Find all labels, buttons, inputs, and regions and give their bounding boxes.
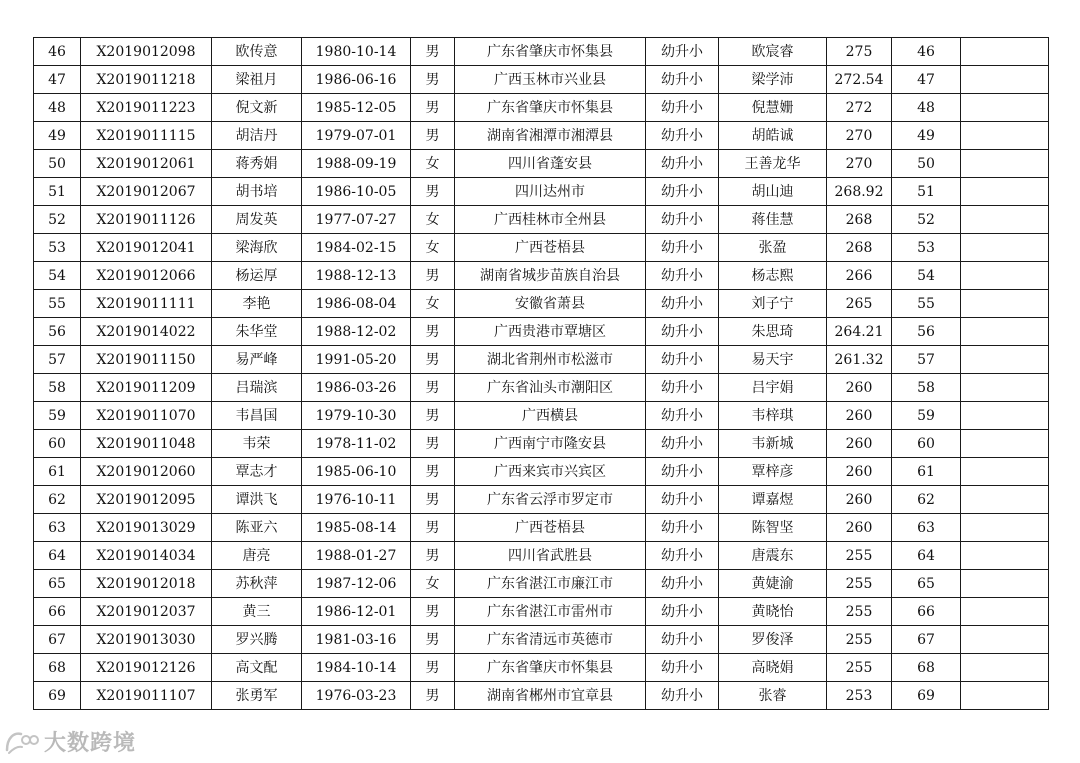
cell-birth-date: 1988-01-27: [302, 542, 411, 570]
cell-child-name: 黄婕渝: [719, 570, 827, 598]
cell-applicant-id: X2019013030: [81, 626, 212, 654]
cell-remark: [961, 206, 1049, 234]
cell-hometown: 广西苍梧县: [455, 514, 646, 542]
cell-parent-name: 倪文新: [212, 94, 302, 122]
cell-applicant-id: X2019011150: [81, 346, 212, 374]
table-row: [34, 486, 1049, 514]
cell-hometown: 四川省武胜县: [455, 542, 646, 570]
cell-child-name: 黄晓怡: [719, 598, 827, 626]
cell-rank: 62: [892, 486, 961, 514]
cell-index: 50: [34, 150, 81, 178]
cell-applicant-id: X2019011115: [81, 122, 212, 150]
cell-category: 幼升小: [646, 430, 719, 458]
cell-child-name: 梁学沛: [719, 66, 827, 94]
cell-score: 268.92: [827, 178, 892, 206]
cell-child-name: 张睿: [719, 682, 827, 710]
cell-rank: 64: [892, 542, 961, 570]
cell-applicant-id: X2019012067: [81, 178, 212, 206]
cell-birth-date: 1976-03-23: [302, 682, 411, 710]
cell-birth-date: 1985-12-05: [302, 94, 411, 122]
cell-applicant-id: X2019012037: [81, 598, 212, 626]
cell-score: 265: [827, 290, 892, 318]
cell-rank: 51: [892, 178, 961, 206]
cell-score: 260: [827, 514, 892, 542]
cell-applicant-id: X2019011111: [81, 290, 212, 318]
cell-parent-name: 苏秋萍: [212, 570, 302, 598]
table-row: [34, 66, 1049, 94]
cell-index: 46: [34, 38, 81, 66]
table-row: [34, 94, 1049, 122]
cell-child-name: 胡山迪: [719, 178, 827, 206]
cell-gender: 女: [411, 290, 455, 318]
cell-child-name: 罗俊泽: [719, 626, 827, 654]
cell-gender: 男: [411, 38, 455, 66]
cell-child-name: 唐震东: [719, 542, 827, 570]
table-row: [34, 346, 1049, 374]
cell-child-name: 刘子宁: [719, 290, 827, 318]
table-row: [34, 598, 1049, 626]
cell-gender: 男: [411, 178, 455, 206]
cell-gender: 男: [411, 346, 455, 374]
cell-applicant-id: X2019012098: [81, 38, 212, 66]
cell-index: 48: [34, 94, 81, 122]
cell-rank: 66: [892, 598, 961, 626]
cell-category: 幼升小: [646, 66, 719, 94]
cell-hometown: 广西横县: [455, 402, 646, 430]
cell-gender: 女: [411, 206, 455, 234]
cell-rank: 67: [892, 626, 961, 654]
cell-hometown: 湖南省郴州市宜章县: [455, 682, 646, 710]
cell-applicant-id: X2019011107: [81, 682, 212, 710]
cell-child-name: 高晓娟: [719, 654, 827, 682]
cell-parent-name: 欧传意: [212, 38, 302, 66]
cell-birth-date: 1986-12-01: [302, 598, 411, 626]
cell-parent-name: 杨运厚: [212, 262, 302, 290]
cell-category: 幼升小: [646, 150, 719, 178]
cell-child-name: 韦梓琪: [719, 402, 827, 430]
cell-index: 68: [34, 654, 81, 682]
cell-score: 268: [827, 234, 892, 262]
table-row: [34, 514, 1049, 542]
cell-rank: 59: [892, 402, 961, 430]
cell-score: 260: [827, 486, 892, 514]
cell-gender: 男: [411, 430, 455, 458]
cell-child-name: 朱思琦: [719, 318, 827, 346]
cell-gender: 男: [411, 598, 455, 626]
cell-gender: 男: [411, 318, 455, 346]
cell-index: 54: [34, 262, 81, 290]
cell-score: 272.54: [827, 66, 892, 94]
cell-applicant-id: X2019012066: [81, 262, 212, 290]
roster-table: [33, 37, 1049, 710]
cell-applicant-id: X2019012041: [81, 234, 212, 262]
cell-child-name: 易天宇: [719, 346, 827, 374]
cell-rank: 63: [892, 514, 961, 542]
table-row: [34, 38, 1049, 66]
table-row: [34, 122, 1049, 150]
cell-hometown: 广东省汕头市潮阳区: [455, 374, 646, 402]
cell-birth-date: 1976-10-11: [302, 486, 411, 514]
cell-score: 255: [827, 654, 892, 682]
cell-score: 260: [827, 458, 892, 486]
cell-rank: 49: [892, 122, 961, 150]
cell-birth-date: 1981-03-16: [302, 626, 411, 654]
cell-category: 幼升小: [646, 486, 719, 514]
cell-applicant-id: X2019011218: [81, 66, 212, 94]
cell-gender: 男: [411, 486, 455, 514]
cell-hometown: 广西贵港市覃塘区: [455, 318, 646, 346]
cell-applicant-id: X2019012095: [81, 486, 212, 514]
cell-child-name: 吕宇娟: [719, 374, 827, 402]
cell-index: 56: [34, 318, 81, 346]
cell-child-name: 覃梓彦: [719, 458, 827, 486]
cell-parent-name: 朱华堂: [212, 318, 302, 346]
cell-hometown: 广东省清远市英德市: [455, 626, 646, 654]
cell-index: 65: [34, 570, 81, 598]
cell-hometown: 广东省肇庆市怀集县: [455, 94, 646, 122]
cell-score: 275: [827, 38, 892, 66]
cell-remark: [961, 458, 1049, 486]
cell-child-name: 张盈: [719, 234, 827, 262]
cell-hometown: 广东省云浮市罗定市: [455, 486, 646, 514]
cell-category: 幼升小: [646, 122, 719, 150]
cell-birth-date: 1980-10-14: [302, 38, 411, 66]
cell-index: 59: [34, 402, 81, 430]
cell-remark: [961, 486, 1049, 514]
cell-hometown: 广西来宾市兴宾区: [455, 458, 646, 486]
cell-gender: 女: [411, 570, 455, 598]
cell-score: 260: [827, 402, 892, 430]
table-row: [34, 262, 1049, 290]
cell-birth-date: 1977-07-27: [302, 206, 411, 234]
cell-parent-name: 韦昌国: [212, 402, 302, 430]
cell-remark: [961, 290, 1049, 318]
cell-index: 63: [34, 514, 81, 542]
table-row: [34, 234, 1049, 262]
cell-remark: [961, 66, 1049, 94]
cell-index: 62: [34, 486, 81, 514]
cell-index: 69: [34, 682, 81, 710]
cell-rank: 46: [892, 38, 961, 66]
cell-hometown: 湖南省城步苗族自治县: [455, 262, 646, 290]
cell-remark: [961, 374, 1049, 402]
cell-birth-date: 1978-11-02: [302, 430, 411, 458]
cell-remark: [961, 626, 1049, 654]
cell-rank: 57: [892, 346, 961, 374]
cell-category: 幼升小: [646, 374, 719, 402]
cell-remark: [961, 318, 1049, 346]
cell-applicant-id: X2019012060: [81, 458, 212, 486]
cell-parent-name: 胡洁丹: [212, 122, 302, 150]
table-row: [34, 150, 1049, 178]
cell-child-name: 谭嘉煜: [719, 486, 827, 514]
cell-birth-date: 1986-10-05: [302, 178, 411, 206]
cell-remark: [961, 178, 1049, 206]
cell-rank: 60: [892, 430, 961, 458]
table-row: [34, 626, 1049, 654]
cell-category: 幼升小: [646, 262, 719, 290]
cell-score: 272: [827, 94, 892, 122]
cell-birth-date: 1987-12-06: [302, 570, 411, 598]
cell-hometown: 四川省蓬安县: [455, 150, 646, 178]
cell-index: 49: [34, 122, 81, 150]
cell-rank: 56: [892, 318, 961, 346]
cell-parent-name: 梁海欣: [212, 234, 302, 262]
cell-gender: 男: [411, 262, 455, 290]
table-row: [34, 402, 1049, 430]
cell-remark: [961, 570, 1049, 598]
table-row: [34, 570, 1049, 598]
table-row: [34, 290, 1049, 318]
cell-gender: 男: [411, 514, 455, 542]
cell-birth-date: 1986-03-26: [302, 374, 411, 402]
cell-score: 268: [827, 206, 892, 234]
cell-index: 51: [34, 178, 81, 206]
cell-score: 255: [827, 542, 892, 570]
cell-index: 58: [34, 374, 81, 402]
cell-category: 幼升小: [646, 346, 719, 374]
cell-index: 53: [34, 234, 81, 262]
cell-score: 270: [827, 150, 892, 178]
cell-remark: [961, 234, 1049, 262]
cell-hometown: 广西桂林市全州县: [455, 206, 646, 234]
watermark: [4, 726, 136, 757]
cell-index: 47: [34, 66, 81, 94]
cell-gender: 男: [411, 94, 455, 122]
cell-rank: 47: [892, 66, 961, 94]
cell-remark: [961, 262, 1049, 290]
cell-child-name: 杨志熙: [719, 262, 827, 290]
cell-child-name: 胡皓诚: [719, 122, 827, 150]
cell-child-name: 蒋佳慧: [719, 206, 827, 234]
cell-parent-name: 黄三: [212, 598, 302, 626]
cell-applicant-id: X2019014022: [81, 318, 212, 346]
cell-birth-date: 1984-02-15: [302, 234, 411, 262]
table-row: [34, 178, 1049, 206]
cell-parent-name: 谭洪飞: [212, 486, 302, 514]
cell-remark: [961, 402, 1049, 430]
cell-applicant-id: X2019012126: [81, 654, 212, 682]
cell-hometown: 广西苍梧县: [455, 234, 646, 262]
cell-score: 253: [827, 682, 892, 710]
cell-applicant-id: X2019012018: [81, 570, 212, 598]
cell-index: 61: [34, 458, 81, 486]
cell-parent-name: 周发英: [212, 206, 302, 234]
watermark-text: 大数跨境: [44, 731, 137, 756]
cell-parent-name: 易严峰: [212, 346, 302, 374]
cell-birth-date: 1985-08-14: [302, 514, 411, 542]
brand-logo-icon: [4, 728, 40, 756]
cell-hometown: 湖北省荆州市松滋市: [455, 346, 646, 374]
cell-gender: 男: [411, 542, 455, 570]
cell-parent-name: 李艳: [212, 290, 302, 318]
cell-category: 幼升小: [646, 234, 719, 262]
cell-parent-name: 唐亮: [212, 542, 302, 570]
cell-score: 260: [827, 374, 892, 402]
cell-parent-name: 罗兴腾: [212, 626, 302, 654]
cell-birth-date: 1986-06-16: [302, 66, 411, 94]
cell-score: 270: [827, 122, 892, 150]
cell-score: 260: [827, 430, 892, 458]
cell-hometown: 广东省肇庆市怀集县: [455, 654, 646, 682]
cell-birth-date: 1991-05-20: [302, 346, 411, 374]
cell-child-name: 王善龙华: [719, 150, 827, 178]
cell-remark: [961, 542, 1049, 570]
cell-remark: [961, 514, 1049, 542]
cell-hometown: 安徽省萧县: [455, 290, 646, 318]
cell-remark: [961, 346, 1049, 374]
cell-parent-name: 蒋秀娟: [212, 150, 302, 178]
cell-rank: 54: [892, 262, 961, 290]
cell-remark: [961, 654, 1049, 682]
cell-score: 255: [827, 598, 892, 626]
cell-child-name: 倪慧姗: [719, 94, 827, 122]
cell-score: 264.21: [827, 318, 892, 346]
cell-child-name: 韦新城: [719, 430, 827, 458]
cell-rank: 48: [892, 94, 961, 122]
cell-category: 幼升小: [646, 682, 719, 710]
cell-remark: [961, 682, 1049, 710]
cell-index: 67: [34, 626, 81, 654]
cell-index: 60: [34, 430, 81, 458]
cell-hometown: 广西玉林市兴业县: [455, 66, 646, 94]
cell-rank: 58: [892, 374, 961, 402]
cell-gender: 男: [411, 458, 455, 486]
cell-hometown: 广东省肇庆市怀集县: [455, 38, 646, 66]
cell-applicant-id: X2019011070: [81, 402, 212, 430]
cell-hometown: 广西南宁市隆安县: [455, 430, 646, 458]
table-row: [34, 682, 1049, 710]
cell-index: 64: [34, 542, 81, 570]
cell-score: 255: [827, 570, 892, 598]
cell-hometown: 湖南省湘潭市湘潭县: [455, 122, 646, 150]
cell-applicant-id: X2019011126: [81, 206, 212, 234]
cell-gender: 男: [411, 374, 455, 402]
table-row: [34, 430, 1049, 458]
cell-remark: [961, 94, 1049, 122]
cell-score: 255: [827, 626, 892, 654]
cell-hometown: 广东省湛江市雷州市: [455, 598, 646, 626]
cell-parent-name: 胡书培: [212, 178, 302, 206]
table-row: [34, 654, 1049, 682]
cell-hometown: 广东省湛江市廉江市: [455, 570, 646, 598]
cell-category: 幼升小: [646, 514, 719, 542]
cell-remark: [961, 430, 1049, 458]
cell-birth-date: 1985-06-10: [302, 458, 411, 486]
cell-remark: [961, 598, 1049, 626]
cell-rank: 50: [892, 150, 961, 178]
cell-gender: 男: [411, 626, 455, 654]
cell-category: 幼升小: [646, 94, 719, 122]
table-row: [34, 206, 1049, 234]
cell-parent-name: 韦荣: [212, 430, 302, 458]
cell-birth-date: 1986-08-04: [302, 290, 411, 318]
table-row: [34, 318, 1049, 346]
cell-hometown: 四川达州市: [455, 178, 646, 206]
table-row: [34, 542, 1049, 570]
cell-applicant-id: X2019012061: [81, 150, 212, 178]
cell-parent-name: 梁祖月: [212, 66, 302, 94]
cell-gender: 女: [411, 234, 455, 262]
cell-parent-name: 张勇军: [212, 682, 302, 710]
cell-birth-date: 1979-10-30: [302, 402, 411, 430]
cell-gender: 男: [411, 682, 455, 710]
cell-rank: 68: [892, 654, 961, 682]
cell-category: 幼升小: [646, 570, 719, 598]
cell-parent-name: 覃志才: [212, 458, 302, 486]
cell-rank: 61: [892, 458, 961, 486]
cell-gender: 男: [411, 654, 455, 682]
cell-category: 幼升小: [646, 178, 719, 206]
cell-category: 幼升小: [646, 206, 719, 234]
cell-index: 57: [34, 346, 81, 374]
cell-index: 52: [34, 206, 81, 234]
cell-birth-date: 1988-12-13: [302, 262, 411, 290]
roster-body: [34, 38, 1049, 710]
cell-birth-date: 1979-07-01: [302, 122, 411, 150]
cell-index: 55: [34, 290, 81, 318]
cell-parent-name: 陈亚六: [212, 514, 302, 542]
cell-applicant-id: X2019011209: [81, 374, 212, 402]
cell-category: 幼升小: [646, 626, 719, 654]
cell-category: 幼升小: [646, 542, 719, 570]
cell-applicant-id: X2019011223: [81, 94, 212, 122]
cell-remark: [961, 38, 1049, 66]
cell-rank: 52: [892, 206, 961, 234]
cell-parent-name: 吕瑞滨: [212, 374, 302, 402]
cell-gender: 男: [411, 402, 455, 430]
cell-rank: 55: [892, 290, 961, 318]
table-row: [34, 458, 1049, 486]
cell-gender: 男: [411, 122, 455, 150]
cell-category: 幼升小: [646, 458, 719, 486]
cell-birth-date: 1988-12-02: [302, 318, 411, 346]
cell-category: 幼升小: [646, 654, 719, 682]
cell-category: 幼升小: [646, 402, 719, 430]
cell-score: 261.32: [827, 346, 892, 374]
cell-applicant-id: X2019011048: [81, 430, 212, 458]
cell-applicant-id: X2019013029: [81, 514, 212, 542]
cell-rank: 53: [892, 234, 961, 262]
cell-score: 266: [827, 262, 892, 290]
cell-category: 幼升小: [646, 318, 719, 346]
cell-remark: [961, 150, 1049, 178]
cell-category: 幼升小: [646, 598, 719, 626]
cell-child-name: 陈智坚: [719, 514, 827, 542]
cell-remark: [961, 122, 1049, 150]
cell-category: 幼升小: [646, 38, 719, 66]
cell-child-name: 欧宸睿: [719, 38, 827, 66]
table-row: [34, 374, 1049, 402]
cell-gender: 女: [411, 150, 455, 178]
cell-rank: 69: [892, 682, 961, 710]
cell-applicant-id: X2019014034: [81, 542, 212, 570]
cell-birth-date: 1988-09-19: [302, 150, 411, 178]
cell-index: 66: [34, 598, 81, 626]
cell-parent-name: 高文配: [212, 654, 302, 682]
cell-birth-date: 1984-10-14: [302, 654, 411, 682]
cell-category: 幼升小: [646, 290, 719, 318]
cell-rank: 65: [892, 570, 961, 598]
cell-gender: 男: [411, 66, 455, 94]
